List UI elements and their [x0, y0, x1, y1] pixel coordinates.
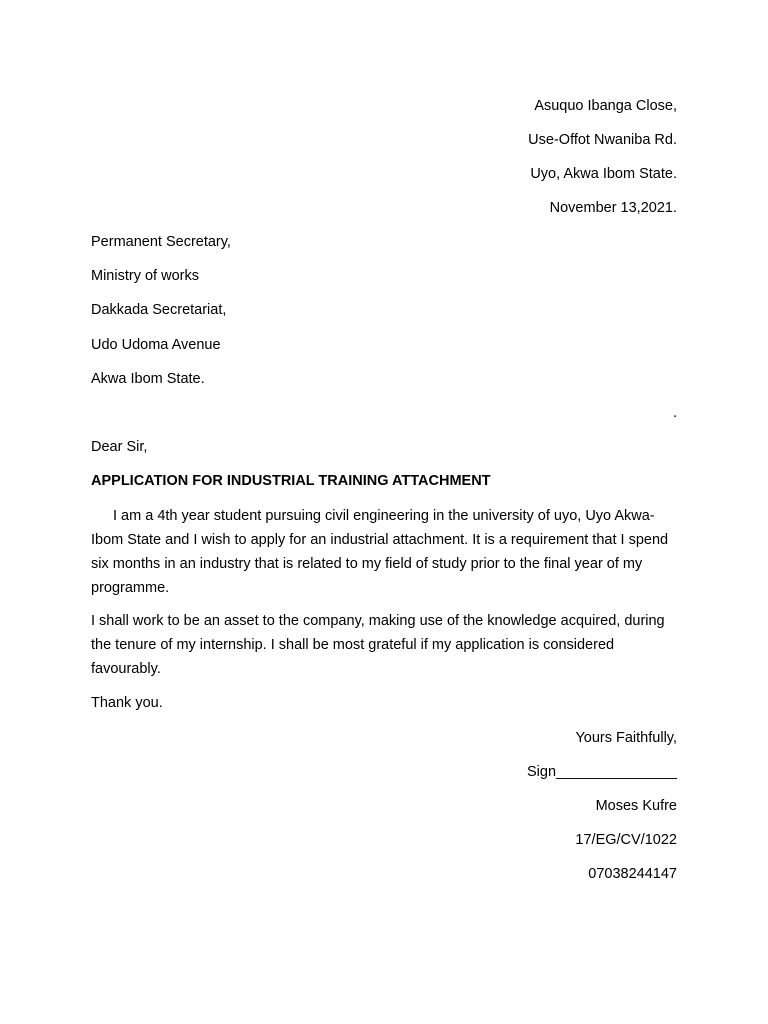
- recipient-line-2: Ministry of works: [91, 268, 199, 284]
- recipient-line-1: Permanent Secretary,: [91, 234, 231, 250]
- salutation: Dear Sir,: [91, 439, 148, 455]
- recipient-line-3: Dakkada Secretariat,: [91, 302, 227, 318]
- recipient-line-4: Udo Udoma Avenue: [91, 337, 221, 353]
- sender-address-line-2: Use-Offot Nwaniba Rd.: [528, 132, 677, 148]
- sender-address-line-1: Asuquo Ibanga Close,: [534, 98, 677, 114]
- sender-address-line-3: Uyo, Akwa Ibom State.: [530, 166, 677, 182]
- valediction: Yours Faithfully,: [575, 730, 677, 746]
- body-paragraph-2: I shall work to be an asset to the company, making use of the knowledge acquired, during the tenure of my internship. I shall be most grateful if my application is considered favourably.: [91, 613, 665, 677]
- letter-date: November 13,2021.: [549, 200, 677, 216]
- signature-line: Sign_______________: [527, 764, 677, 780]
- signatory-name: Moses Kufre: [595, 798, 677, 814]
- recipient-line-5: Akwa Ibom State.: [91, 371, 205, 387]
- thank-you-line: Thank you.: [91, 695, 163, 711]
- registration-number: 17/EG/CV/1022: [575, 832, 677, 848]
- subject-heading: APPLICATION FOR INDUSTRIAL TRAINING ATTACHMENT: [91, 473, 491, 489]
- body-paragraph-1: I am a 4th year student pursuing civil engineering in the university of uyo, Uyo Akwa-Ibom State and I wish to apply for an industrial attachment. It is a requirement that I spend six months in an industry that is related to my field of study prior to the final year of my programme.: [91, 508, 669, 596]
- phone-number: 07038244147: [588, 866, 677, 882]
- stray-period: .: [672, 405, 677, 421]
